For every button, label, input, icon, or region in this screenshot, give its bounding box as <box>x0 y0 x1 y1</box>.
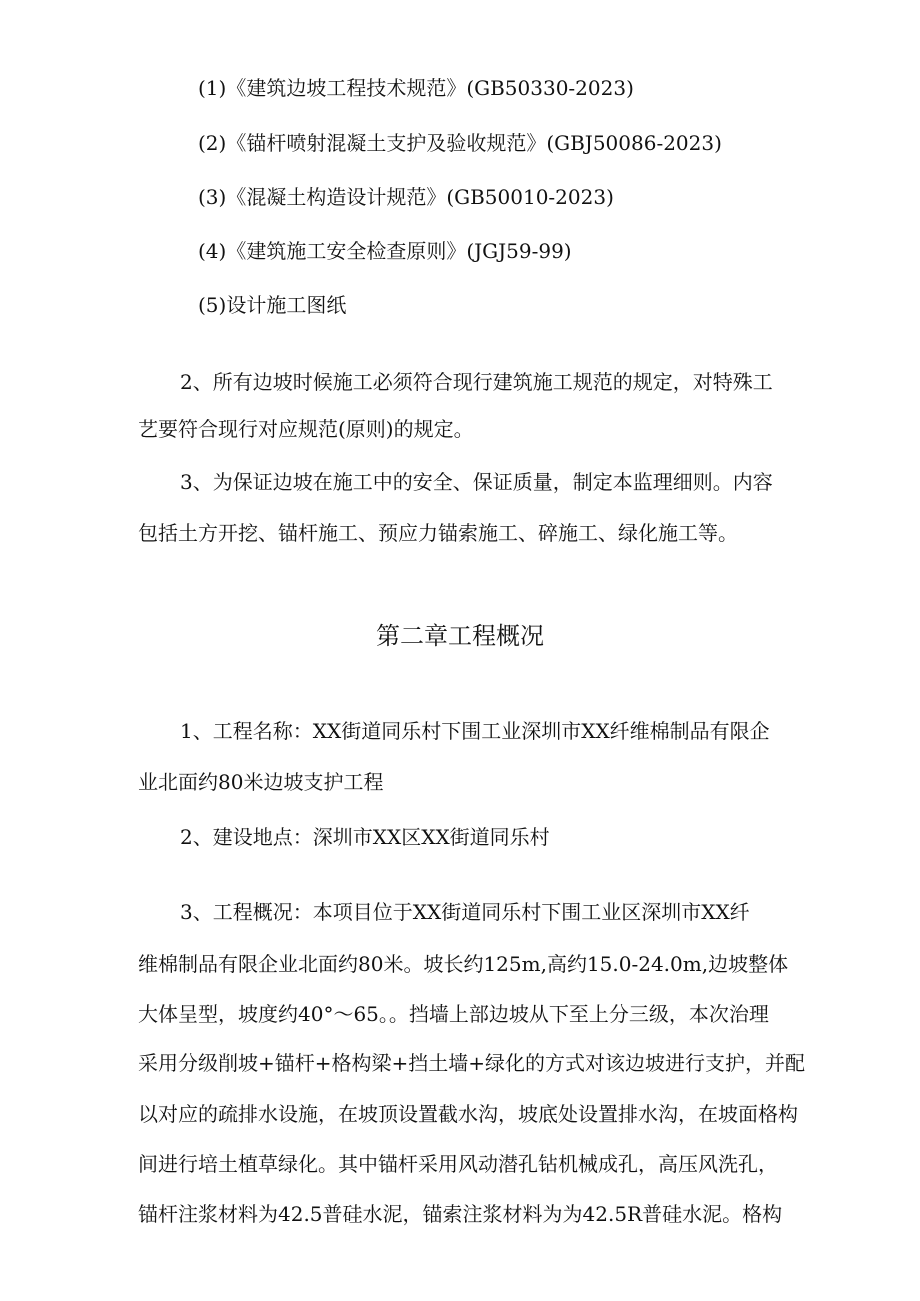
overview-line-4: 采用分级削坡+锚杆+格构梁+挡土墙+绿化的方式对该边坡进行支护，并配 <box>138 1051 806 1075</box>
reference-item-4: (4)《建筑施工安全检查原则》(JGJ59-99) <box>198 239 572 263</box>
paragraph-2-line-1: 2、所有边坡时候施工必须符合现行建筑施工规范的规定，对特殊工 <box>180 370 773 394</box>
overview-line-1: 3、工程概况：本项目位于XX街道同乐村下围工业区深圳市XX纤 <box>180 900 750 924</box>
reference-item-1: (1)《建筑边坡工程技术规范》(GB50330-2023) <box>198 76 634 100</box>
overview-line-7: 锚杆注浆材料为42.5普硅水泥，锚索注浆材料为为42.5R普硅水泥。格构 <box>138 1202 783 1226</box>
paragraph-3-line-1: 3、为保证边坡在施工中的安全、保证质量，制定本监理细则。内容 <box>180 470 773 494</box>
location-line: 2、建设地点：深圳市XX区XX街道同乐村 <box>180 825 550 849</box>
reference-item-3: (3)《混凝土构造设计规范》(GB50010-2023) <box>198 185 614 209</box>
project-name-line-1: 1、工程名称：XX街道同乐村下围工业深圳市XX纤维棉制品有限企 <box>180 719 770 743</box>
overview-line-2: 维棉制品有限企业北面约80米。坡长约125m,高约15.0-24.0m,边坡整体 <box>138 952 789 976</box>
paragraph-3-line-2: 包括土方开挖、锚杆施工、预应力锚索施工、碎施工、绿化施工等。 <box>138 521 738 545</box>
project-name-line-2: 业北面约80米边坡支护工程 <box>138 770 384 794</box>
overview-line-5: 以对应的疏排水设施，在坡顶设置截水沟，坡底处设置排水沟，在坡面格构 <box>138 1102 798 1126</box>
reference-item-2: (2)《锚杆喷射混凝土支护及验收规范》(GBJ50086-2023) <box>198 131 722 155</box>
overview-line-3: 大体呈型，坡度约40°～65。。挡墙上部边坡从下至上分三级，本次治理 <box>138 1002 769 1026</box>
reference-item-5: (5)设计施工图纸 <box>198 293 347 317</box>
overview-line-6: 间进行培土植草绿化。其中锚杆采用风动潜孔钻机械成孔，高压风洗孔， <box>138 1152 778 1176</box>
chapter-title: 第二章工程概况 <box>376 622 544 650</box>
paragraph-2-line-2: 艺要符合现行对应规范(原则)的规定。 <box>138 417 474 441</box>
